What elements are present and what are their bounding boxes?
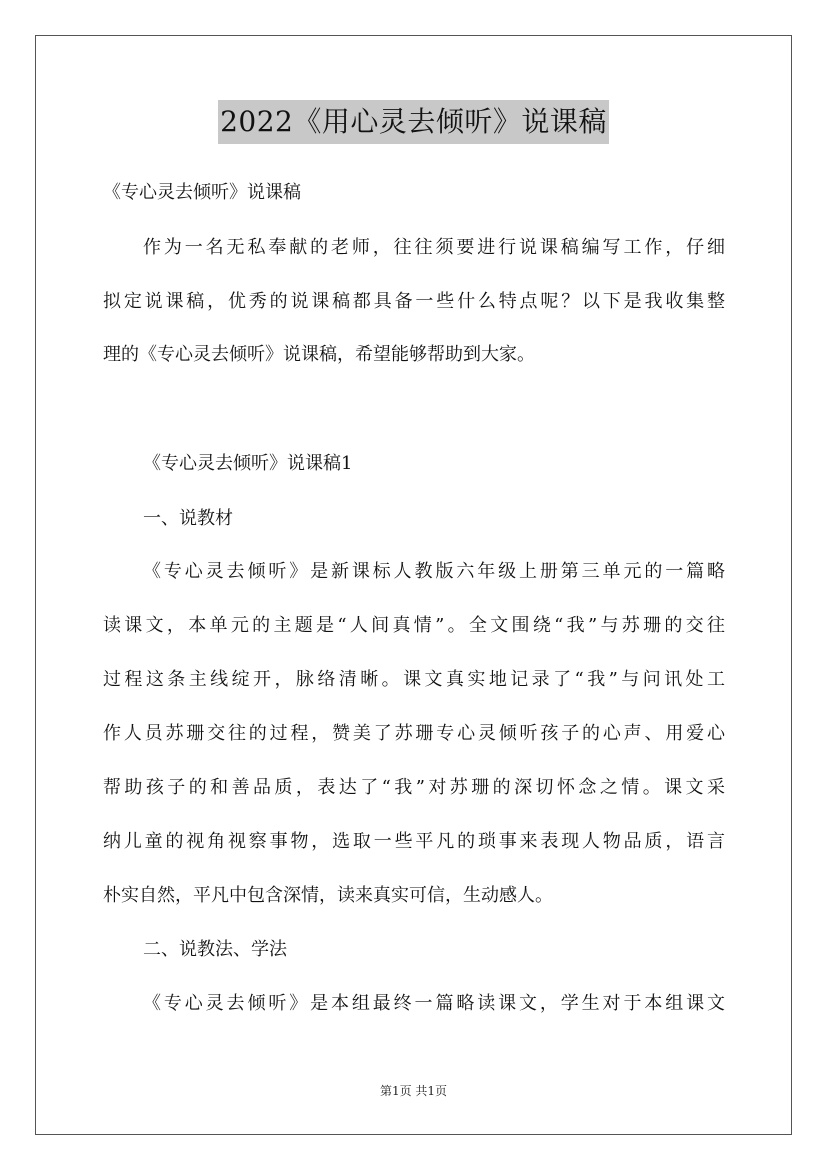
page-number-footer: 第1页 共1页: [379, 1084, 448, 1098]
document-subtitle: 《专心灵去倾听》说课稿: [103, 182, 301, 203]
paragraph-line: 纳儿童的视角视察事物，选取一些平凡的琐事来表现人物品质，语言: [103, 831, 725, 852]
document-title: 2022《用心灵去倾听》说课稿: [218, 100, 609, 144]
title-container: [0, 100, 827, 144]
paragraph-line: 作人员苏珊交往的过程，赞美了苏珊专心灵倾听孩子的心声、用爱心: [103, 723, 725, 744]
paragraph-line: 朴实自然，平凡中包含深情，读来真实可信，生动感人。: [103, 885, 553, 906]
paragraph-line: 过程这条主线绽开，脉络清晰。课文真实地记录了“我”与问讯处工: [103, 669, 725, 690]
paragraph-line: 《专心灵去倾听》是新课标人教版六年级上册第三单元的一篇略: [143, 561, 725, 582]
intro-line: 拟定说课稿，优秀的说课稿都具备一些什么特点呢？以下是我收集整: [103, 291, 725, 312]
paragraph-line: 《专心灵去倾听》是本组最终一篇略读课文，学生对于本组课文: [143, 993, 725, 1014]
section-title: 《专心灵去倾听》说课稿1: [143, 453, 353, 474]
section-heading: 一、说教材: [143, 508, 233, 529]
intro-line: 理的《专心灵去倾听》说课稿，希望能够帮助到大家。: [103, 344, 535, 365]
paragraph-line: 帮助孩子的和善品质，表达了“我”对苏珊的深切怀念之情。课文采: [103, 777, 725, 798]
paragraph-line: 读课文，本单元的主题是“人间真情”。全文围绕“我”与苏珊的交往: [103, 615, 725, 636]
section-heading: 二、说教法、学法: [143, 939, 287, 960]
intro-line: 作为一名无私奉献的老师，往往须要进行说课稿编写工作，仔细: [143, 237, 725, 258]
